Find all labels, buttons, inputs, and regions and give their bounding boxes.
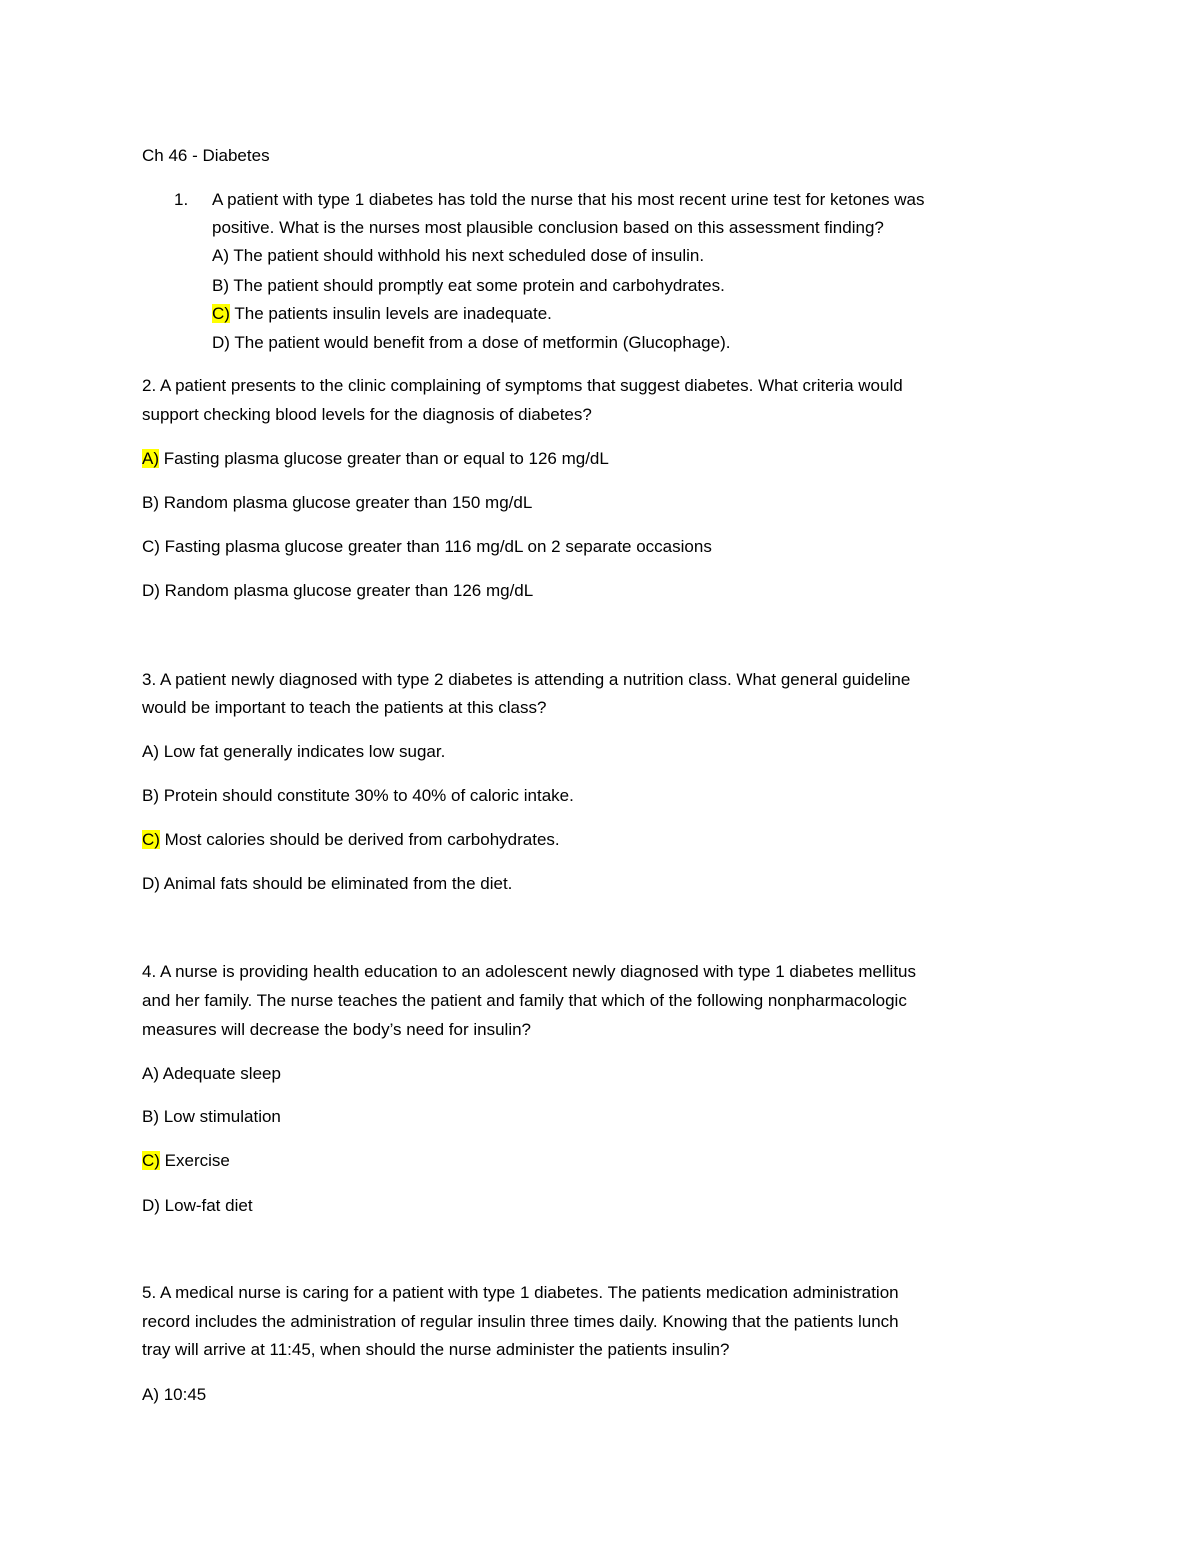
q3-option-c (142, 829, 560, 851)
q5-stem-line-1: 5. A medical nurse is caring for a patient with type 1 diabetes. The patients medication administration (142, 1283, 899, 1302)
q2-option-a-text: Fasting plasma glucose greater than or equal to 126 mg/dL (159, 449, 609, 468)
q3-answer-highlight: C) (142, 830, 160, 849)
q3-stem-line-1: 3. A patient newly diagnosed with type 2 diabetes is attending a nutrition class. What general guideline (142, 670, 911, 689)
q4-option-a: A) Adequate sleep (142, 1064, 281, 1083)
q2-stem-line-2: support checking blood levels for the diagnosis of diabetes? (142, 405, 592, 424)
q3-option-a: A) Low fat generally indicates low sugar. (142, 742, 446, 761)
q1-answer-highlight: C) (212, 304, 230, 323)
q1-number: 1. (174, 190, 189, 209)
q3-option-c-text: Most calories should be derived from carbohydrates. (159, 830, 560, 849)
q3-option-d: D) Animal fats should be eliminated from the diet. (142, 874, 513, 893)
q4-answer-highlight: C) (142, 1151, 160, 1170)
q1-stem-line-1: A patient with type 1 diabetes has told the nurse that his most recent urine test for ketones was (212, 190, 925, 209)
q1-option-c (212, 303, 552, 325)
q3-option-b: B) Protein should constitute 30% to 40% of caloric intake. (142, 786, 574, 805)
q1-option-d: D) The patient would benefit from a dose of metformin (Glucophage). (212, 333, 731, 352)
q5-stem-line-2: record includes the administration of regular insulin three times daily. Knowing that the patients lunch (142, 1312, 899, 1331)
q2-option-d: D) Random plasma glucose greater than 126 mg/dL (142, 581, 534, 600)
q4-stem-line-2: and her family. The nurse teaches the patient and family that which of the following nonpharmacologic (142, 991, 907, 1010)
q5-option-a: A) 10:45 (142, 1385, 207, 1404)
document-title: Ch 46 - Diabetes (142, 146, 270, 165)
q1-option-a: A) The patient should withhold his next scheduled dose of insulin. (212, 246, 705, 265)
q3-stem-line-2: would be important to teach the patients at this class? (142, 698, 547, 717)
q2-option-b: B) Random plasma glucose greater than 150 mg/dL (142, 493, 533, 512)
q4-option-c (142, 1150, 230, 1172)
q4-option-d: D) Low-fat diet (142, 1196, 253, 1215)
q1-stem-line-2: positive. What is the nurses most plausible conclusion based on this assessment finding? (212, 218, 884, 237)
q4-stem-line-1: 4. A nurse is providing health education to an adolescent newly diagnosed with type 1 diabetes mellitus (142, 962, 916, 981)
q2-stem-line-1: 2. A patient presents to the clinic complaining of symptoms that suggest diabetes. What criteria would (142, 376, 903, 395)
q2-option-c: C) Fasting plasma glucose greater than 116 mg/dL on 2 separate occasions (142, 537, 712, 556)
q1-option-b: B) The patient should promptly eat some protein and carbohydrates. (212, 276, 725, 295)
q5-stem-line-3: tray will arrive at 11:45, when should the nurse administer the patients insulin? (142, 1340, 730, 1359)
q4-option-c-text: Exercise (159, 1151, 230, 1170)
q4-option-b: B) Low stimulation (142, 1107, 281, 1126)
q4-stem-line-3: measures will decrease the body’s need for insulin? (142, 1020, 532, 1039)
q2-option-a (142, 448, 609, 470)
q2-answer-highlight: A) (142, 449, 159, 468)
q1-option-c-text: The patients insulin levels are inadequate. (229, 304, 552, 323)
